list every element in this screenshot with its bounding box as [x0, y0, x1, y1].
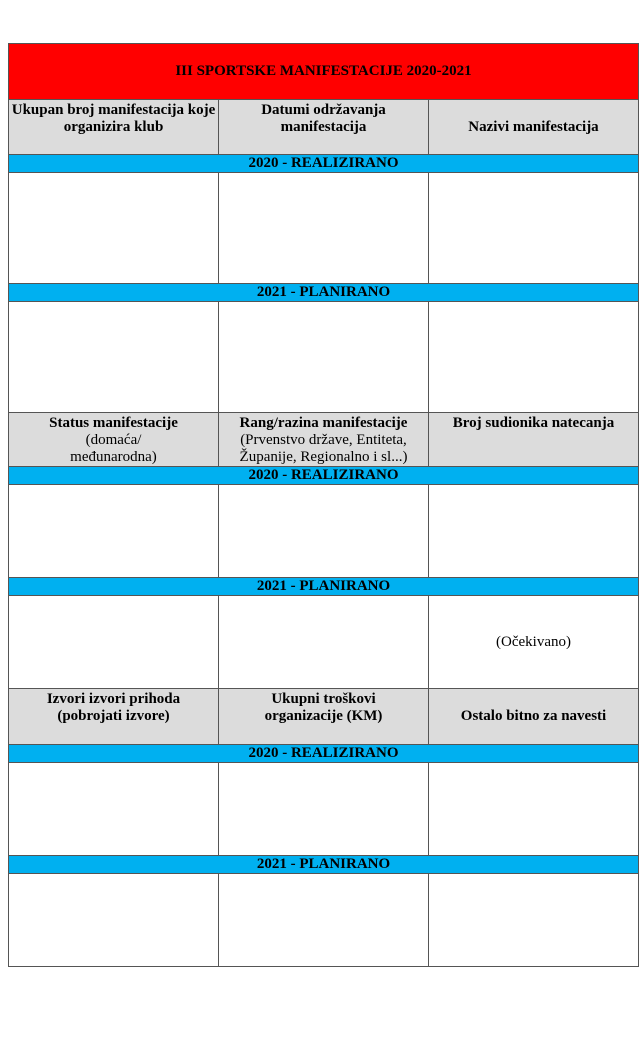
band-2020-realized: 2020 - REALIZIRANO [9, 155, 639, 173]
header-event-rank [219, 413, 429, 467]
header-event-dates: Datumi održavanja manifestacija [219, 100, 429, 155]
band-2021-planned-2: 2021 - PLANIRANO [9, 578, 639, 596]
band-2021-planned-3: 2021 - PLANIRANO [9, 856, 639, 874]
input-total-events-2021[interactable] [9, 302, 219, 413]
band-2020-realized-3: 2020 - REALIZIRANO [9, 745, 639, 763]
header-event-names: Nazivi manifestacija [429, 100, 639, 155]
header-income-sources: Izvori izvori prihoda (pobrojati izvore) [9, 689, 219, 745]
band-2021-planned: 2021 - PLANIRANO [9, 284, 639, 302]
input-other-notes-2020[interactable] [429, 763, 639, 856]
input-total-costs-2020[interactable] [219, 763, 429, 856]
input-participant-count-2021[interactable] [429, 596, 639, 689]
header-event-rank-sub: (Prvenstvo države, Entiteta, Županije, Regionalno i sl...) [239, 432, 408, 465]
sports-events-form [8, 43, 639, 967]
input-event-status-2021[interactable] [9, 596, 219, 689]
input-event-rank-2021[interactable] [219, 596, 429, 689]
input-total-events-2020[interactable] [9, 173, 219, 284]
header-event-rank-label: Rang/razina manifestacije [239, 415, 408, 431]
input-income-sources-2020[interactable] [9, 763, 219, 856]
expected-note: (Očekivano) [496, 633, 571, 650]
header-total-costs: Ukupni troškovi organizacije (KM) [219, 689, 429, 745]
band-2020-realized-2: 2020 - REALIZIRANO [9, 467, 639, 485]
header-event-status-sub: (domaća/ međunarodna) [70, 432, 157, 465]
input-event-rank-2020[interactable] [219, 485, 429, 578]
input-participant-count-2020[interactable] [429, 485, 639, 578]
header-event-status-label: Status manifestacije [49, 415, 178, 431]
input-event-dates-2020[interactable] [219, 173, 429, 284]
input-event-names-2021[interactable] [429, 302, 639, 413]
input-total-costs-2021[interactable] [219, 874, 429, 967]
input-event-status-2020[interactable] [9, 485, 219, 578]
header-event-status [9, 413, 219, 467]
input-event-names-2020[interactable] [429, 173, 639, 284]
input-event-dates-2021[interactable] [219, 302, 429, 413]
input-other-notes-2021[interactable] [429, 874, 639, 967]
header-other-notes: Ostalo bitno za navesti [429, 689, 639, 745]
header-total-events: Ukupan broj manifestacija koje organizira klub [9, 100, 219, 155]
header-participant-count: Broj sudionika natecanja [429, 413, 639, 467]
input-income-sources-2021[interactable] [9, 874, 219, 967]
form-title: III SPORTSKE MANIFESTACIJE 2020-2021 [9, 44, 639, 100]
